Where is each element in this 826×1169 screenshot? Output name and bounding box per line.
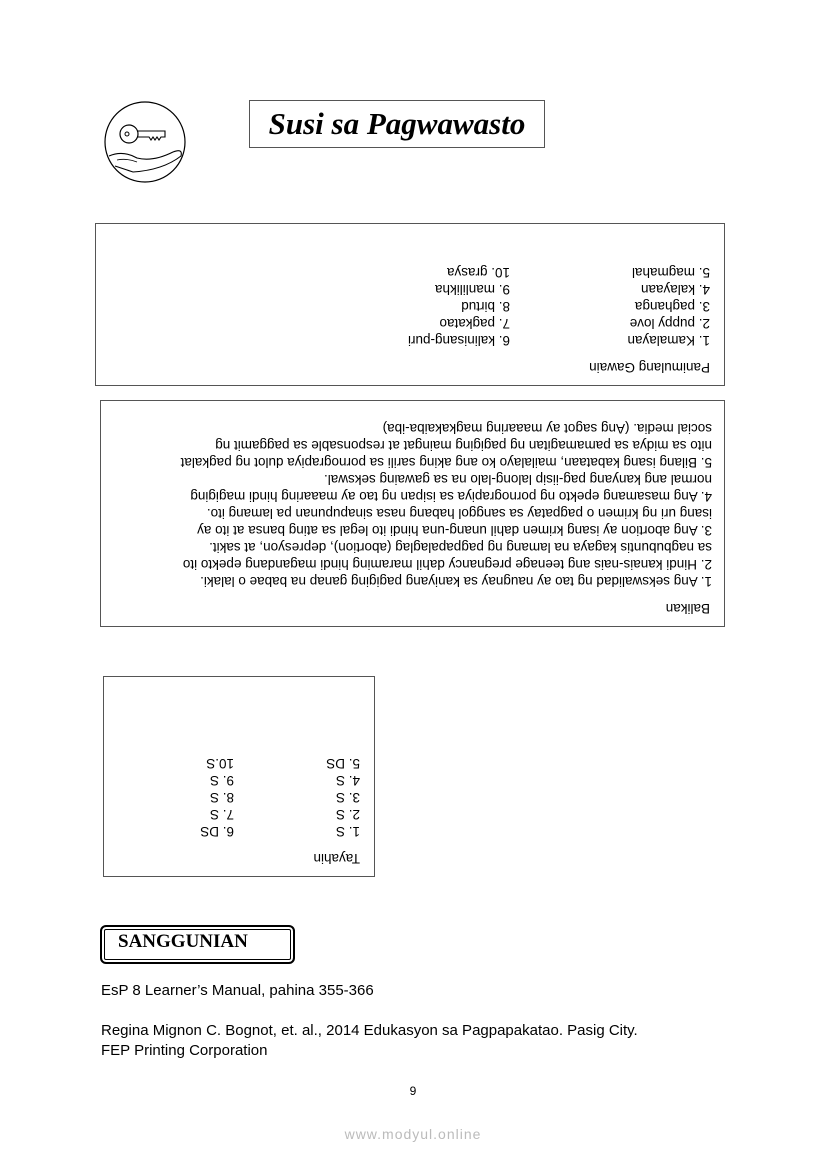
section-heading: Tayahin	[313, 851, 360, 866]
answer-item: 5. DS	[326, 756, 360, 771]
answer-column-1	[627, 264, 710, 349]
answer-item: 2. S	[335, 807, 360, 822]
answer-item: 8. S	[209, 790, 234, 805]
answer-item: 3. paghanga	[634, 299, 710, 314]
answer-line: 3. Ang abortion ay isang krimen dahil unang-una hindi ito legal sa ating bansa at ito ay	[197, 523, 712, 538]
answer-column-1	[326, 755, 360, 840]
page-number: 9	[409, 1084, 417, 1098]
page-title: Susi sa Pagwawasto	[249, 100, 545, 148]
answer-line: 4. Ang masamang epekto ng pornograpiya sa isipan ng tao ay maaaring hindi magiging	[190, 489, 712, 504]
answer-line: nito sa midya sa pamamagitan ng pagiging maingat at responsable sa paggamit ng	[215, 438, 712, 453]
answer-item: 7. pagkatao	[439, 316, 510, 331]
answer-item: 5. magmahal	[631, 265, 710, 280]
answer-line: social media. (Ang sagot ay maaaring magkakaiba-iba)	[382, 421, 712, 436]
answer-item: 10.S	[206, 756, 234, 771]
answer-line: normal ang kanyang pag-iisip lalong-lalo na sa gawaing sekswal.	[324, 472, 712, 487]
watermark: www.modyul.online	[344, 1126, 482, 1142]
answer-line: 5. Bilang isang kabataan, mailalayo ko ang aking sarili sa pornograpiya dulot ng pagkalat	[180, 455, 712, 470]
answer-column-2	[408, 264, 510, 349]
answer-item: 9. manlilikha	[434, 282, 510, 297]
answer-column-2	[200, 755, 234, 840]
answer-line: sa nagbubuntis kagaya na lamang ng pagpapalaglag (abortion), depresyon, at sakit.	[209, 540, 712, 555]
answer-box-tayahin	[103, 676, 375, 877]
answer-line: 2. Hindi kanais-nais ang teenage pregnancy dahil maraming hindi magandang epekto ito	[182, 557, 712, 572]
answer-item: 6. DS	[200, 824, 234, 839]
answer-box-balikan	[100, 400, 725, 627]
answer-line: 1. Ang sekswalidad ng tao ay naugnay sa kaniyang pagiging ganap na babae o lalaki.	[200, 574, 712, 589]
answer-item: 6. kalinisang-puri	[407, 333, 510, 348]
answer-item: 3. S	[335, 790, 360, 805]
section-heading: Panimulang Gawain	[589, 360, 710, 375]
answer-item: 1. S	[335, 824, 360, 839]
answer-item: 7. S	[209, 807, 234, 822]
answer-line: isang uri ng krimen o pagpatay sa sanggol habang nasa sinapupunan pa lamang ito.	[206, 506, 712, 521]
reference-item: FEP Printing Corporation	[101, 1042, 268, 1059]
answer-item: 8. birtud	[461, 299, 510, 314]
answer-item: 10. grasya	[446, 265, 510, 280]
section-heading: Balikan	[665, 601, 710, 616]
reference-item: EsP 8 Learner’s Manual, pahina 355-366	[101, 982, 374, 999]
answer-paragraphs	[111, 420, 712, 590]
key-in-hand-icon	[103, 100, 187, 184]
answer-item: 1. Kamalayan	[627, 333, 710, 348]
answer-item: 4. kalayaan	[640, 282, 710, 297]
answer-item: 4. S	[335, 773, 360, 788]
reference-item: Regina Mignon C. Bognot, et. al., 2014 Edukasyon sa Pagpapakatao. Pasig City.	[101, 1022, 638, 1039]
answer-item: 9. S	[209, 773, 234, 788]
sanggunian-heading: SANGGUNIAN	[100, 925, 295, 964]
answer-item: 2. puppy love	[629, 316, 710, 331]
answer-box-panimulang-gawain	[95, 223, 725, 386]
